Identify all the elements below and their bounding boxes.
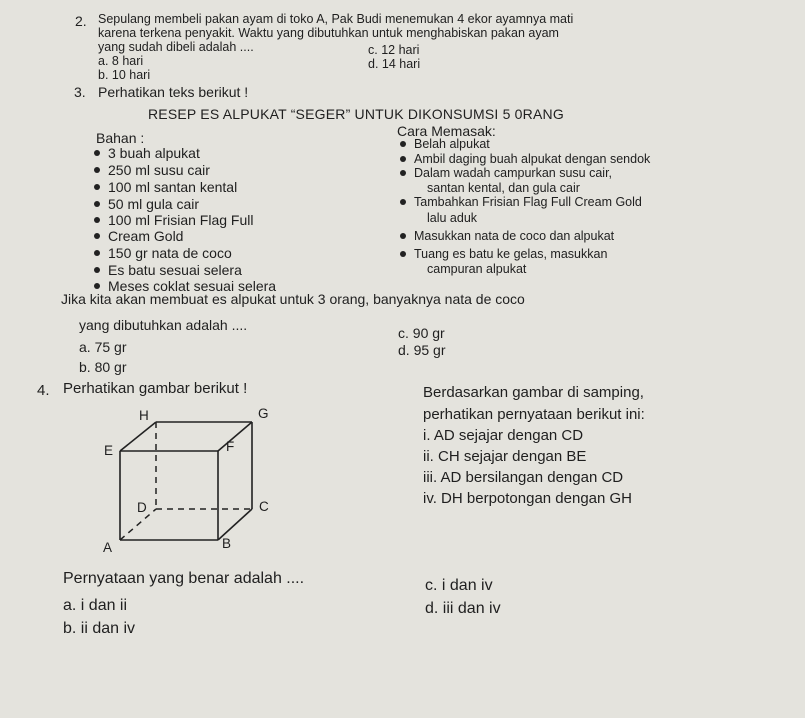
vertex-label-d: D <box>137 500 147 515</box>
q3-option-b[interactable]: b. 80 gr <box>79 359 127 375</box>
edge-eh <box>120 422 156 451</box>
q2-option-d[interactable]: d. 14 hari <box>368 57 421 71</box>
cara-step: Tuang es batu ke gelas, masukkan <box>400 248 607 261</box>
q2-option-c[interactable]: c. 12 hari <box>368 43 420 57</box>
recipe-title: RESEP ES ALPUKAT “SEGER” UNTUK DIKONSUMSI 5 0RANG <box>148 106 564 122</box>
q3-option-a[interactable]: a. 75 gr <box>79 339 127 355</box>
vertex-label-h: H <box>139 408 149 423</box>
bahan-item: Meses coklat sesuai selera <box>94 279 276 293</box>
cara-step: Dalam wadah campurkan susu cair, <box>400 167 612 180</box>
vertex-label-a: A <box>103 540 113 555</box>
bahan-item: 150 gr nata de coco <box>94 246 232 260</box>
q4-statement-ii: ii. CH sejajar dengan BE <box>423 448 587 465</box>
q2-text-line2: karena terkena penyakit. Waktu yang dibutuhkan untuk menghabiskan pakan ayam <box>98 26 559 40</box>
q4-statement-i: i. AD sejajar dengan CD <box>423 427 584 444</box>
cara-step: Ambil daging buah alpukat dengan sendok <box>400 153 650 166</box>
q4-question: Pernyataan yang benar adalah .... <box>63 570 305 587</box>
q2-text-line1: Sepulang membeli pakan ayam di toko A, Pak Budi menemukan 4 ekor ayamnya mati <box>98 12 574 26</box>
bahan-item: Es batu sesuai selera <box>94 263 242 277</box>
bahan-item: 100 ml Frisian Flag Full <box>94 213 254 227</box>
bahan-label: Bahan : <box>96 130 145 146</box>
q4-option-c[interactable]: c. i dan iv <box>425 577 493 594</box>
q4-option-d[interactable]: d. iii dan iv <box>425 600 501 617</box>
cara-step-cont: santan kental, dan gula cair <box>427 181 580 195</box>
q3-option-c[interactable]: c. 90 gr <box>398 325 445 341</box>
edge-fg <box>218 422 252 451</box>
cara-step-cont: lalu aduk <box>427 211 478 225</box>
q4-statement-iv: iv. DH berpotongan dengan GH <box>423 490 633 507</box>
bahan-item: 250 ml susu cair <box>94 163 210 177</box>
q2-number: 2. <box>75 13 87 29</box>
q2-option-b[interactable]: b. 10 hari <box>98 68 151 82</box>
cara-label: Cara Memasak: <box>397 123 496 139</box>
cara-step: Masukkan nata de coco dan alpukat <box>400 230 614 243</box>
q2-text-line3: yang sudah dibeli adalah .... <box>98 40 254 54</box>
q4-number: 4. <box>37 382 50 399</box>
vertex-label-e: E <box>104 443 114 458</box>
cara-step-cont: campuran alpukat <box>427 262 527 276</box>
q3-question-line1: Jika kita akan membuat es alpukat untuk 3 orang, banyaknya nata de coco <box>61 291 525 307</box>
cara-step: Belah alpukat <box>400 138 490 151</box>
q4-desc-line1: Berdasarkan gambar di samping, <box>423 384 644 401</box>
vertex-label-g: G <box>258 406 269 421</box>
q4-desc-line2: perhatikan pernyataan berikut ini: <box>423 406 645 423</box>
q3-number: 3. <box>74 84 86 100</box>
q4-option-b[interactable]: b. ii dan iv <box>63 620 136 637</box>
vertex-label-c: C <box>259 499 269 514</box>
q4-intro: Perhatikan gambar berikut ! <box>63 380 248 397</box>
bahan-item: 50 ml gula cair <box>94 197 199 211</box>
q3-intro: Perhatikan teks berikut ! <box>98 84 249 100</box>
bahan-item: 100 ml santan kental <box>94 180 237 194</box>
bahan-item: 3 buah alpukat <box>94 146 200 160</box>
vertex-label-b: B <box>222 536 232 551</box>
q2-option-a[interactable]: a. 8 hari <box>98 54 144 68</box>
cara-step: Tambahkan Frisian Flag Full Cream Gold <box>400 196 642 209</box>
q4-statement-iii: iii. AD bersilangan dengan CD <box>423 469 624 486</box>
vertex-label-f: F <box>226 439 235 454</box>
q3-option-d[interactable]: d. 95 gr <box>398 342 446 358</box>
q3-question-line2: yang dibutuhkan adalah .... <box>79 317 248 333</box>
bahan-item: Cream Gold <box>94 229 183 243</box>
q4-option-a[interactable]: a. i dan ii <box>63 597 128 614</box>
